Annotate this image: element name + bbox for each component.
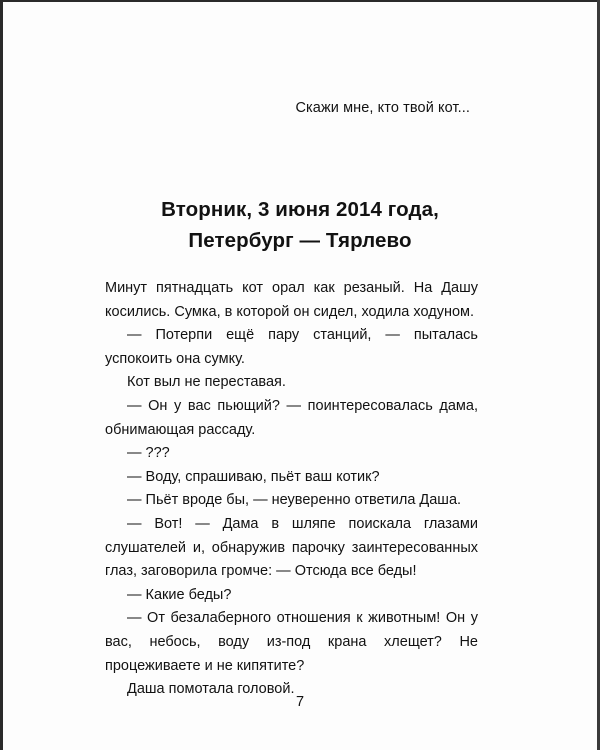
chapter-heading-date: Вторник, 3 июня 2014 года, [161,198,439,221]
paragraph: Кот выл не переставая. [127,374,286,391]
paragraph: — Вот! — Дама в шляпе поискала глазами слушателей и, обнаружив парочку заинтересованных глаз, заговорила громче: — Отсюда все беды! [105,515,478,580]
paragraph: Даша помотала головой. [127,681,295,698]
chapter-heading-place: Петербург — Тярлево [188,229,412,252]
paragraph: — Он у вас пьющий? — поинтересовалась дама, обнимающая рассаду. [105,397,478,438]
paragraph: — Воду, спрашиваю, пьёт ваш котик? [127,468,380,485]
page-number: 7 [295,694,305,710]
chapter-heading [0,194,600,256]
paragraph: — Пьёт вроде бы, — неуверенно ответила Даша. [127,492,462,509]
body-text [105,277,478,702]
paragraph: Минут пятнадцать кот орал как резаный. На Дашу косились. Сумка, в которой он сидел, ходила ходуном. [105,280,478,320]
paragraph: — От безалаберного отношения к животным! Он у вас, небось, воду из-под крана хлещет? Не процеживаете и не кипятите? [105,610,478,674]
paragraph: — ??? [127,445,170,462]
page-edge-top [0,0,600,2]
page-edge-left [0,0,3,750]
paragraph: — Потерпи ещё пару станций, — пыталась успокоить она сумку. [105,327,478,367]
paragraph: — Какие беды? [127,586,232,603]
running-header: Скажи мне, кто твой кот... [295,100,470,116]
